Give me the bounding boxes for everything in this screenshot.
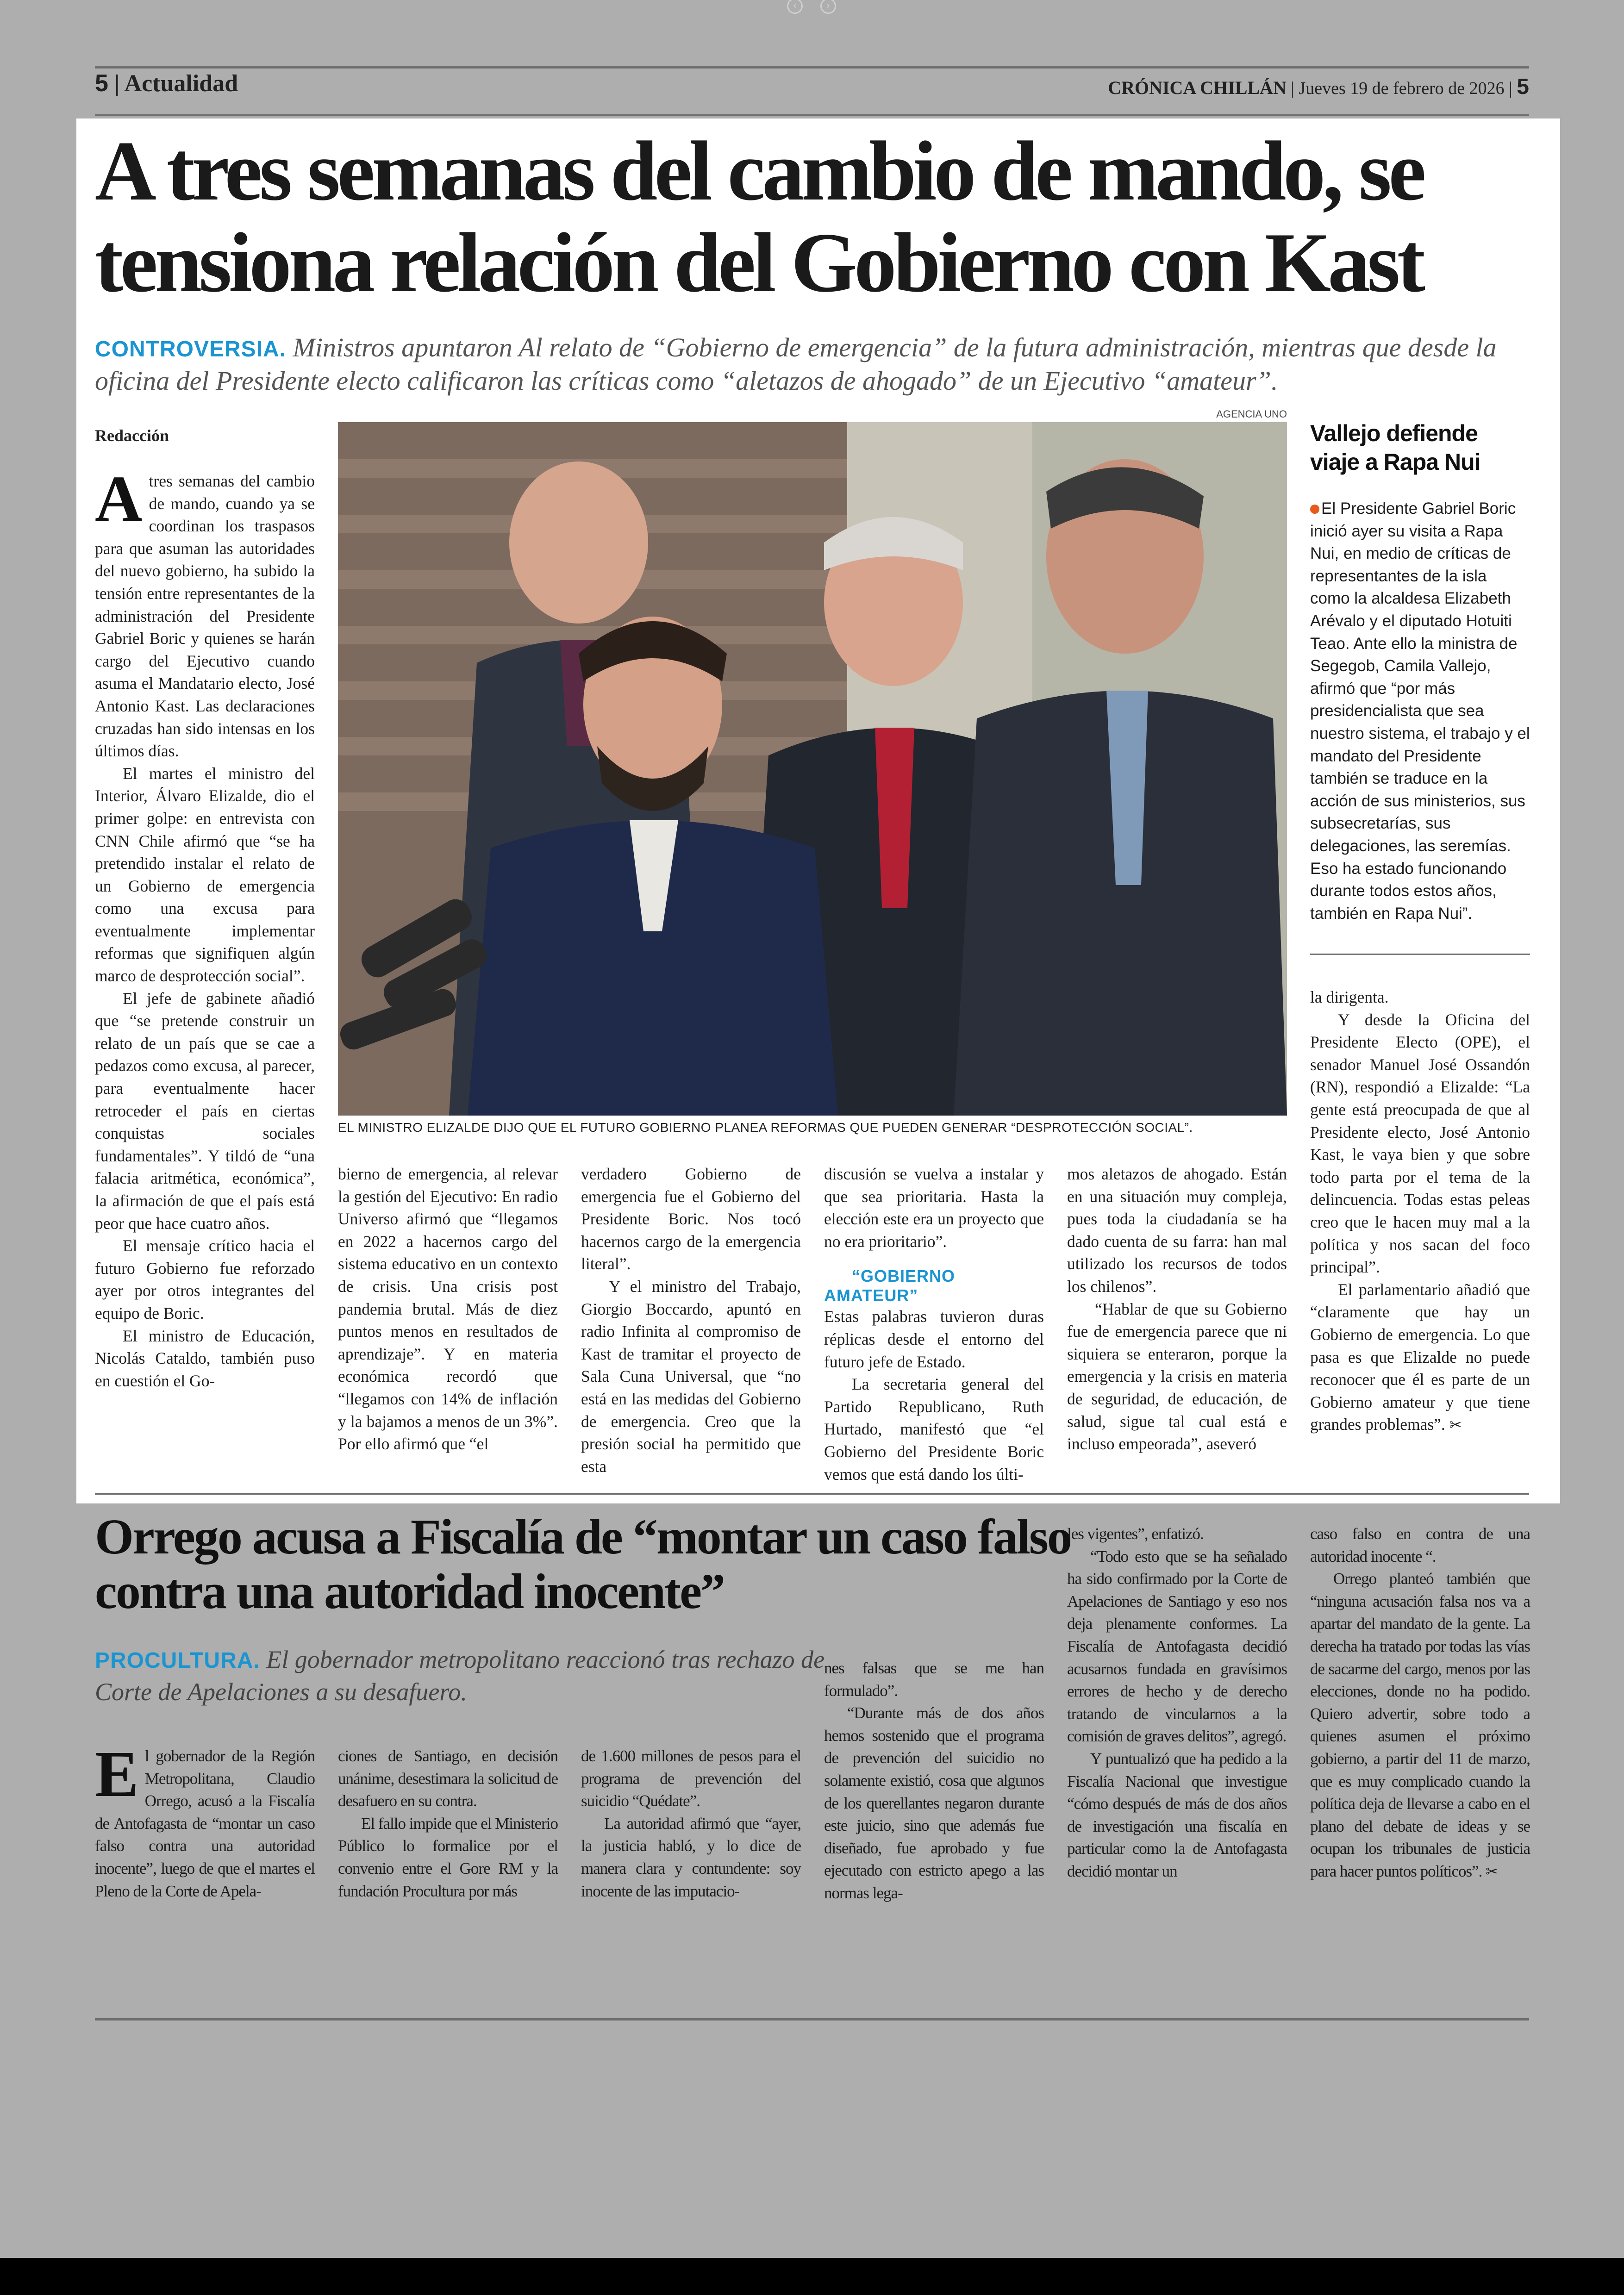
paragraph: mos aletazos de ahogado. Están en una situación muy compleja, pues toda la ciudadanía se ha dado cuenta de su farra: han mal utilizado los recursos de todos los chilenos”. bbox=[1067, 1165, 1287, 1296]
second-article-column-4 bbox=[824, 1657, 1044, 1905]
second-article-kicker: PROCULTURA. bbox=[95, 1648, 260, 1673]
deck-text: Ministros apuntaron Al relato de “Gobierno de emergencia” de la futura administración, mientras que desde la oficina del Presidente electo calificaron las críticas como “aletazos de ahogado” de un Ejecutivo “amateur”. bbox=[95, 332, 1497, 396]
article-column-2 bbox=[338, 1163, 558, 1455]
section-subhead: “GOBIERNO AMATEUR” bbox=[824, 1266, 956, 1305]
paragraph: Y puntualizó que ha pedido a la Fiscalía Nacional que investigue “cómo después de más de dos años de investigación una fiscalía en particular como la de Antofagasta decidió montar un bbox=[1067, 1749, 1287, 1880]
sidebar-divider bbox=[1310, 954, 1530, 955]
article-column-1 bbox=[95, 462, 315, 1392]
paragraph: “Durante más de dos años hemos sostenido que el programa de prevención del suicidio no solamente existió, cosa que algunos de los querellantes negaron durante este juicio, sino que además fue diseñado, fue aprobado y fue ejecutado con estricto apego a las normas lega- bbox=[824, 1704, 1044, 1902]
paragraph: ciones de Santiago, en decisión unánime, desestimara la solicitud de desafuero en su contra. bbox=[338, 1747, 558, 1810]
second-article-deck bbox=[95, 1643, 826, 1708]
paragraph: El ministro de Educación, Nicolás Cataldo, también puso en cuestión el Go- bbox=[95, 1326, 315, 1390]
masthead-info: CRÓNICA CHILLÁN | Jueves 19 de febrero de 2026 | 5 bbox=[1108, 75, 1529, 99]
paragraph: Y desde la Oficina del Presidente Electo (OPE), el senador Manuel José Ossandón (RN), respondió a Elizalde: “La gente está preocupada de que al Presidente electo, José Antonio Kast, le vaya bien y que sobre todo parta por el tema de la delincuencia. Todas estas peleas creo que le hacen muy mal a la política y nos sacan del foco principal”. bbox=[1310, 1010, 1530, 1277]
paragraph: El mensaje crítico hacia el futuro Gobierno fue reforzado ayer por otros integrantes del equipo de Boric. bbox=[95, 1236, 315, 1322]
sidebar-body bbox=[1310, 498, 1530, 925]
drop-cap: A bbox=[95, 462, 143, 535]
paragraph: de 1.600 millones de pesos para el programa de prevención del suicidio “Quédate”. bbox=[581, 1747, 801, 1810]
scissors-end-icon: ✂ bbox=[1486, 1862, 1498, 1880]
second-article-column-6 bbox=[1310, 1523, 1530, 1883]
page-number-left: 5 bbox=[95, 70, 108, 97]
issue-date: Jueves 19 de febrero de 2026 bbox=[1299, 79, 1505, 98]
paragraph: “Todo esto que se ha señalado ha sido confirmado por la Corte de Apelaciones de Santiago y eso nos deja plenamente conformes. La Fiscalía de Antofagasta decidió acusarnos fundada en gravísimos errores de hecho y de derecho tratando de vincularnos a la comisión de graves delitos”, agregó. bbox=[1067, 1547, 1287, 1746]
viewer-bottom-bar bbox=[0, 2258, 1624, 2295]
article-headline: A tres semanas del cambio de mando, se tensiona relación del Gobierno con Kast bbox=[95, 124, 1423, 310]
page-bottom-rule bbox=[95, 2018, 1529, 2021]
paragraph: Estas palabras tuvieron duras réplicas desde el entorno del futuro jefe de Estado. bbox=[824, 1307, 1044, 1371]
paragraph: discusión se vuelva a instalar y que sea prioritaria. Hasta la elección este era un proyecto que no era prioritario”. bbox=[824, 1165, 1044, 1251]
next-page-icon[interactable]: › bbox=[820, 0, 836, 14]
second-deck-text: El gobernador metropolitano reaccionó tras rechazo de Corte de Apelaciones a su desafuero. bbox=[95, 1646, 825, 1706]
page-nav bbox=[0, 0, 1624, 23]
bullet-icon bbox=[1310, 505, 1319, 514]
prev-page-icon[interactable]: ‹ bbox=[787, 0, 803, 14]
paragraph: El parlamentario añadió que “claramente que hay un Gobierno de emergencia. Lo que pasa es que Elizalde no puede reconocer que él es parte de un Gobierno amateur y que tiene grandes problemas”. bbox=[1310, 1280, 1530, 1434]
scissors-end-icon: ✂ bbox=[1449, 1416, 1462, 1434]
paragraph: Orrego planteó también que “ninguna acusación falsa nos va a apartar del mandato de la gente. La derecha ha tratado por todas las vías de sacarme del cargo, menos por las elecciones, donde no ha podido. Quiero advertir, sobre todo a quienes asumen el próximo gobierno, a partir del 11 de marzo, que es muy complicado cuando la política deja de llevarse a cabo en el plano del debate de ideas y se ocupan los tribunales de justicia para hacer puntos políticos”. bbox=[1310, 1570, 1530, 1880]
section-label: 5 | Actualidad bbox=[95, 70, 238, 97]
article-kicker: CONTROVERSIA. bbox=[95, 337, 287, 362]
article-column-4 bbox=[824, 1163, 1044, 1485]
photo-caption: EL MINISTRO ELIZALDE DIJO QUE EL FUTURO GOBIERNO PLANEA REFORMAS QUE PUEDEN GENERAR “DESPROTECCIÓN SOCIAL”. bbox=[338, 1120, 1193, 1135]
page-header bbox=[95, 66, 1529, 116]
article-column-6 bbox=[1310, 986, 1530, 1436]
paragraph: tres semanas del cambio de mando, cuando ya se coordinan los traspasos para que asuman las autoridades del nuevo gobierno, ha subido la tensión entre representantes de la administración del Presidente Gabriel Boric y quienes se harán cargo del Ejecutivo cuando asuma el Mandatario electo, José Antonio Kast. Las declaraciones cruzadas han sido intensas en los últimos días. bbox=[95, 472, 315, 761]
press-photo bbox=[338, 422, 1287, 1116]
paragraph: bierno de emergencia, al relevar la gestión del Ejecutivo: En radio Universo afirmó que “llegamos en 2022 a hacernos cargo del sistema educativo en un contexto de crisis. Una crisis post pandemia brutal. Más de diez puntos menos en resultados de aprendizaje”. Y en materia económica recordó que “llegamos con 14% de inflación y la bajamos a menos de un 3%”. Por ello afirmó que “el bbox=[338, 1165, 558, 1453]
sidebar-title: Vallejo defiende viaje a Rapa Nui bbox=[1310, 420, 1480, 475]
paragraph: El martes el ministro del Interior, Álvaro Elizalde, dio el primer golpe: en entrevista con CNN Chile afirmó que “se ha pretendido instalar el relato de un Gobierno de emergencia como una excusa para eventualmente implementar reformas que signifiquen algún marco de desprotección social”. bbox=[95, 764, 315, 985]
brand-name: CRÓNICA CHILLÁN bbox=[1108, 77, 1287, 98]
section-name: Actualidad bbox=[124, 70, 238, 97]
photo-credit: AGENCIA UNO bbox=[1216, 408, 1287, 420]
article-divider bbox=[95, 1493, 1529, 1495]
article-deck bbox=[95, 331, 1516, 398]
paragraph: caso falso en contra de una autoridad inocente “. bbox=[1310, 1525, 1530, 1565]
paragraph: nes falsas que se me han formulado”. bbox=[824, 1659, 1044, 1700]
second-article-column-5 bbox=[1067, 1523, 1287, 1883]
paragraph: l gobernador de la Región Metropolitana, Claudio Orrego, acusó a la Fiscalía de Antofagasta de “montar un caso falso contra una autoridad inocente”, luego de que el martes el Pleno de la Corte de Apela- bbox=[95, 1747, 315, 1900]
paragraph: verdadero Gobierno de emergencia fue el Gobierno del Presidente Boric. Nos tocó hacernos cargo de la emergencia literal”. bbox=[581, 1165, 801, 1273]
paragraph: Y el ministro del Trabajo, Giorgio Boccardo, apuntó en radio Infinita al compromiso de Kast de tramitar el proyecto de Sala Cuna Universal, que “no está en las medidas del Gobierno de emergencia. Creo que la presión social ha permitido que esta bbox=[581, 1277, 801, 1476]
paragraph: La secretaria general del Partido Republicano, Ruth Hurtado, manifestó que “el Gobierno del Presidente Boric vemos que está dando los últi- bbox=[824, 1375, 1044, 1484]
paragraph: El jefe de gabinete añadió que “se pretende construir un relato de un país que se cae a pedazos como excusa, al parecer, para eventualmente hacer retroceder el país en ciertas conquistas sociales fundamentales”. Y tildó de “una falacia aritmética, económica”, la afirmación de que el país está peor que hace cuatro años. bbox=[95, 989, 315, 1233]
paragraph: El fallo impide que el Ministerio Público lo formalice por el convenio entre el Gore RM y la fundación Procultura por más bbox=[338, 1814, 558, 1900]
byline: Redacción bbox=[95, 426, 169, 445]
page-number-right: 5 bbox=[1517, 75, 1529, 99]
second-article-column-3 bbox=[581, 1745, 801, 1902]
paragraph: les vigentes”, enfatizó. bbox=[1067, 1525, 1204, 1543]
paragraph: “Hablar de que su Gobierno fue de emergencia parece que ni siquiera se enteraron, porque la emergencia y la crisis en materia de seguridad, de educación, de salud, sigue tal cual está e incluso empeorada”, aseveró bbox=[1067, 1299, 1287, 1453]
second-article-column-1 bbox=[95, 1737, 315, 1902]
sidebar-text: El Presidente Gabriel Boric inició ayer su visita a Rapa Nui, en medio de críticas de representantes de la isla como la alcaldesa Elizabeth Arévalo y el diputado Hotuiti Teao. Ante ello la ministra de Segegob, Camila Vallejo, afirmó que “por más presidencialista que sea nuestro sistema, el trabajo y el mandato del Presidente también se traduce en la acción de sus ministerios, sus subsecretarías, sus delegaciones, las seremías. Eso ha estado funcionando durante todos estos años, también en Rapa Nui”. bbox=[1310, 499, 1530, 923]
paragraph: La autoridad afirmó que “ayer, la justicia habló, y lo dice de manera clara y contundente: soy inocente de las imputacio- bbox=[581, 1814, 801, 1900]
drop-cap: E bbox=[95, 1737, 138, 1810]
article-column-3 bbox=[581, 1163, 801, 1478]
paragraph: la dirigenta. bbox=[1310, 988, 1389, 1006]
article-column-5 bbox=[1067, 1163, 1287, 1455]
second-article-headline: Orrego acusa a Fiscalía de “montar un caso falso contra una autoridad inocente” bbox=[95, 1509, 1071, 1619]
second-article-column-2 bbox=[338, 1745, 558, 1902]
